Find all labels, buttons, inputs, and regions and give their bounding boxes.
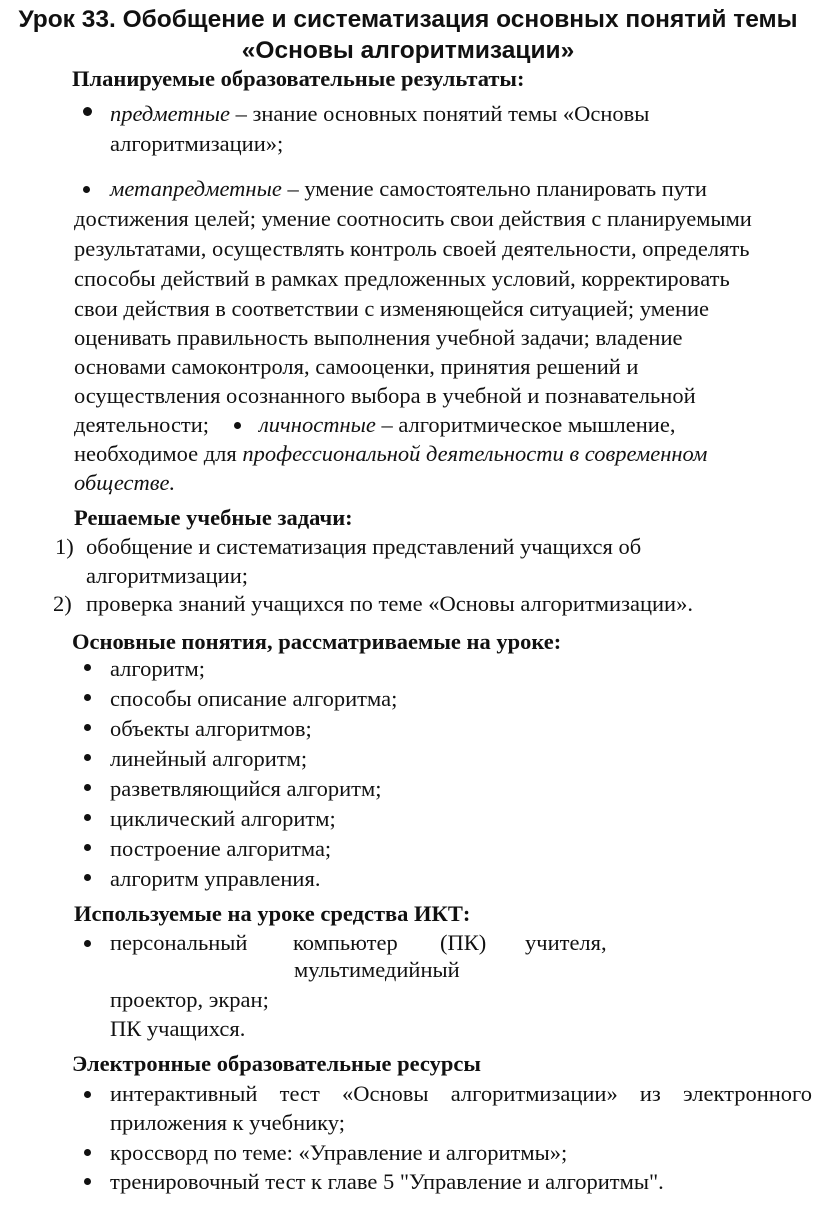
personal-dash: – (375, 412, 399, 437)
subject-text: знание основных понятий темы «Основы (252, 101, 650, 126)
metasubject-dash: – (281, 176, 305, 201)
bullet-icon (83, 186, 90, 193)
page-title-line-1: Урок 33. Обобщение и систематизация основных понятий темы (18, 6, 798, 33)
metasubject-line-9: деятельности; (74, 412, 210, 437)
page-title-line-2: «Основы алгоритмизации» (241, 37, 575, 64)
metasubject-line-1 (110, 176, 707, 202)
metasubject-line-2: достижения целей; умение соотносить свои действия с планируемыми (74, 206, 752, 231)
resource-item-2: кроссворд по теме: «Управление и алгоритмы»; (110, 1140, 568, 1165)
concept-item: разветвляющийся алгоритм; (110, 776, 382, 801)
bullet-icon (234, 422, 241, 429)
results-heading: Планируемые образовательные результаты: (72, 66, 525, 91)
resource-item-1-line-2: приложения к учебнику; (110, 1110, 345, 1135)
metasubject-line-6: оценивать правильность выполнения учебной задачи; владение (74, 325, 683, 350)
resource-word: из (639, 1081, 661, 1106)
bullet-icon (84, 844, 91, 851)
ict-line-3: проектор, экран; (110, 987, 269, 1012)
subject-results-line-1 (110, 101, 649, 127)
resource-item-3: тренировочный тест к главе 5 "Управление и алгоритмы". (110, 1169, 664, 1194)
tasks-heading: Решаемые учебные задачи: (74, 505, 353, 530)
bullet-icon (84, 1091, 91, 1098)
bullet-icon (84, 754, 91, 761)
ict-word-2: компьютер (293, 930, 398, 955)
metasubject-line-5: свои действия в соответствии с изменяющейся ситуацией; умение (74, 296, 710, 321)
resource-item-1-line-1 (110, 1081, 812, 1107)
personal-line-2 (74, 441, 707, 467)
resource-word: электронного (683, 1081, 812, 1106)
bullet-icon (84, 724, 91, 731)
personal-line-2-italic: профессиональной деятельности в современном (242, 441, 708, 466)
bullet-icon (84, 1178, 91, 1185)
subject-dash: – (230, 101, 253, 126)
personal-line-3: обществе. (74, 470, 176, 495)
bullet-icon (84, 694, 91, 701)
metasubject-line-7: основами самоконтроля, самооценки, принятия решений и (74, 354, 639, 379)
task-1-line-2: алгоритмизации; (86, 563, 248, 588)
concept-item: объекты алгоритмов; (110, 716, 312, 741)
metasubject-term: метапредметные (110, 176, 282, 201)
personal-line-2-plain: необходимое для (74, 441, 243, 466)
concept-item: линейный алгоритм; (110, 746, 308, 771)
concept-item: способы описание алгоритма; (110, 686, 398, 711)
resources-heading: Электронные образовательные ресурсы (72, 1051, 481, 1076)
ict-line-4: ПК учащихся. (110, 1016, 246, 1041)
metasubject-line-4: способы действий в рамках предложенных условий, корректировать (74, 266, 730, 291)
bullet-icon (84, 874, 91, 881)
personal-text: алгоритмическое мышление, (398, 412, 676, 437)
metasubject-line-3: результатами, осуществлять контроль своей деятельности, определять (74, 236, 750, 261)
ict-word-4: учителя, (525, 930, 607, 955)
bullet-icon (83, 107, 92, 116)
concept-item: циклический алгоритм; (110, 806, 336, 831)
task-1-line-1: обобщение и систематизация представлений учащихся об (86, 534, 642, 559)
task-number-1: 1) (55, 534, 74, 559)
task-number-2: 2) (53, 591, 72, 616)
personal-line-1 (259, 412, 675, 438)
ict-line-2: мультимедийный (294, 957, 460, 982)
concept-item: алгоритм управления. (110, 866, 321, 891)
subject-term: предметные (110, 101, 230, 126)
bullet-icon (84, 784, 91, 791)
concept-item: алгоритм; (110, 656, 205, 681)
bullet-icon (84, 664, 91, 671)
ict-word-3: (ПК) (440, 930, 487, 955)
resource-word: «Основы (342, 1081, 429, 1106)
metasubject-text: умение самостоятельно планировать пути (304, 176, 707, 201)
metasubject-line-8: осуществления осознанного выбора в учебной и познавательной (74, 383, 696, 408)
ict-heading: Используемые на уроке средства ИКТ: (74, 901, 471, 926)
concepts-heading: Основные понятия, рассматриваемые на уроке: (72, 629, 562, 654)
resource-word: тест (279, 1081, 320, 1106)
bullet-icon (84, 814, 91, 821)
ict-word-1: персональный (110, 930, 248, 955)
task-2-line-1: проверка знаний учащихся по теме «Основы алгоритмизации». (86, 591, 693, 616)
resource-word: интерактивный (110, 1081, 258, 1106)
bullet-icon (84, 1149, 91, 1156)
subject-results-line-2: алгоритмизации»; (110, 131, 284, 156)
concept-item: построение алгоритма; (110, 836, 332, 861)
page-title (0, 4, 816, 66)
resource-word: алгоритмизации» (450, 1081, 618, 1106)
bullet-icon (84, 940, 91, 947)
personal-term: личностные (259, 412, 376, 437)
